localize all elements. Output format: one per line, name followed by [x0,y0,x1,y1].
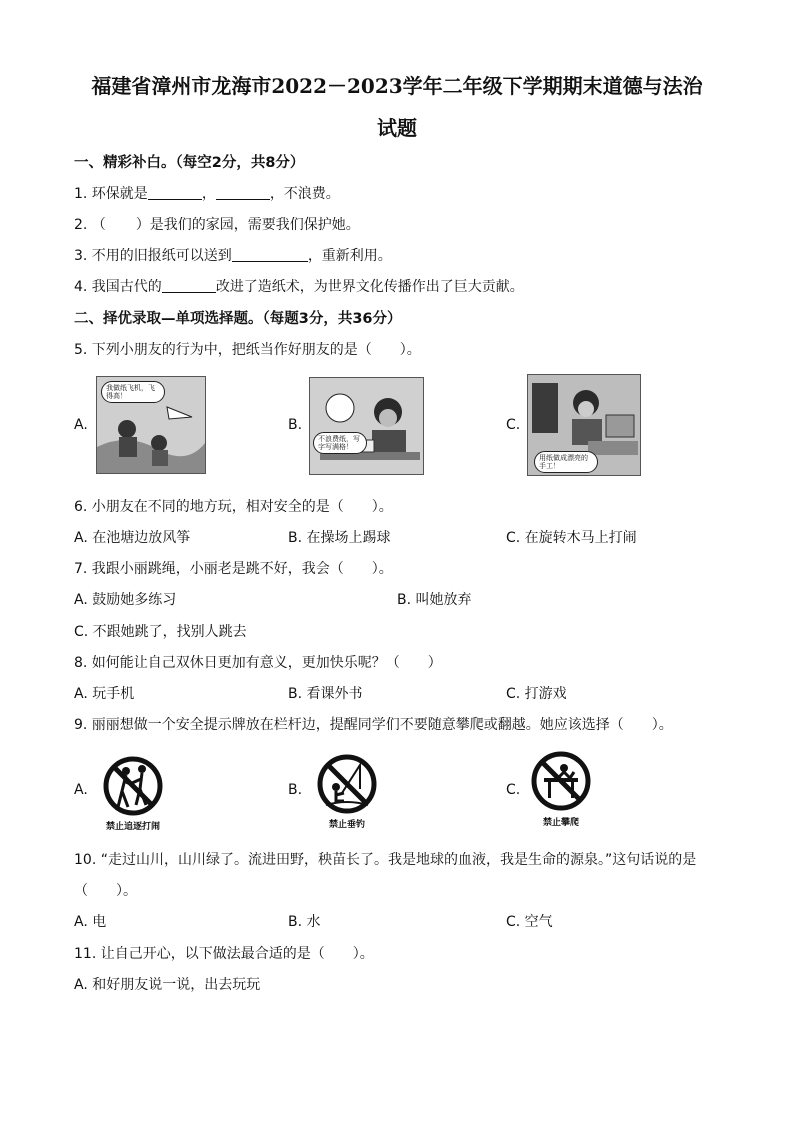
answer-blank[interactable] [162,278,216,293]
q9-b-caption: 禁止垂钓 [328,820,365,830]
q10-option-c[interactable]: C. 空气 [506,914,553,930]
q5-option-c-label[interactable]: C. [506,417,521,433]
question-10-stem-cont: （ ）。 [74,883,137,899]
question-7-stem: 7. 我跟小丽跳绳，小丽老是跳不好，我会（ ）。 [74,561,393,577]
q5-option-a-image[interactable] [96,376,206,474]
child-writing-illustration [310,378,423,474]
q9-option-c-label[interactable]: C. [506,782,521,798]
question-11-stem: 11. 让自己开心，以下做法最合适的是（ ）。 [74,946,374,962]
question-1: 1. 环保就是 ， ，不浪费。 [74,186,340,202]
q11-option-a[interactable]: A. 和好朋友说一说，出去玩玩 [74,977,261,993]
question-5-stem: 5. 下列小朋友的行为中，把纸当作好朋友的是（ ）。 [74,342,421,358]
q7-option-c[interactable]: C. 不跟她跳了，找别人跳去 [74,624,247,640]
q9-a-caption: 禁止追逐打闹 [105,822,160,832]
q5-a-speech-bubble: 我做纸飞机，飞得高！ [101,381,165,403]
section1-heading: 一、精彩补白。（每空2分，共8分） [74,155,305,171]
q8-option-b[interactable]: B. 看课外书 [288,686,363,702]
q6-option-c[interactable]: C. 在旋转木马上打闹 [506,530,637,546]
no-climbing-sign-icon[interactable] [528,750,594,812]
question-2: 2. （ ）是我们的家园，需要我们保护她。 [74,217,360,233]
q5-option-c-image[interactable] [527,374,641,476]
no-chasing-sign-icon[interactable] [100,755,166,817]
question-8-stem: 8. 如何能让自己双休日更加有意义，更加快乐呢？（ ） [74,655,442,671]
question-10-stem: 10. “走过山川，山川绿了。流进田野，秧苗长了。我是地球的血液，我是生命的源泉。”这句话说的是 [74,852,697,868]
no-fishing-sign-icon[interactable] [314,753,380,815]
q7-option-a[interactable]: A. 鼓励她多练习 [74,592,177,608]
question-4: 4. 我国古代的 改进了造纸术，为世界文化传播作出了巨大贡献。 [74,279,524,295]
q5-b-speech-bubble: 不浪费纸，写字写满格！ [313,432,367,454]
q9-option-b-label[interactable]: B. [288,782,303,798]
q6-option-a[interactable]: A. 在池塘边放风筝 [74,530,191,546]
question-3: 3. 不用的旧报纸可以送到 ，重新利用。 [74,248,392,264]
answer-blank[interactable] [216,185,270,200]
q5-option-b-image[interactable] [309,377,424,475]
q5-c-speech-bubble: 用纸做成漂亮的手工！ [534,451,598,473]
q5-option-a-label[interactable]: A. [74,417,88,433]
q9-option-a-label[interactable]: A. [74,782,88,798]
exam-title-line2: 试题 [377,116,417,140]
q5-option-b-label[interactable]: B. [288,417,303,433]
q10-option-a[interactable]: A. 电 [74,914,107,930]
q7-option-b[interactable]: B. 叫她放弃 [397,592,472,608]
q8-option-a[interactable]: A. 玩手机 [74,686,135,702]
exam-title-line1: 福建省漳州市龙海市2022－2023学年二年级下学期期末道德与法治 [91,74,703,98]
section2-heading: 二、择优录取—单项选择题。（每题3分，共36分） [74,311,402,327]
question-6-stem: 6. 小朋友在不同的地方玩，相对安全的是（ ）。 [74,499,393,515]
q10-option-b[interactable]: B. 水 [288,914,321,930]
answer-blank[interactable] [232,247,308,262]
q8-option-c[interactable]: C. 打游戏 [506,686,567,702]
answer-blank[interactable] [148,185,202,200]
q9-c-caption: 禁止攀爬 [542,818,579,828]
q6-option-b[interactable]: B. 在操场上踢球 [288,530,391,546]
question-9-stem: 9. 丽丽想做一个安全提示牌放在栏杆边，提醒同学们不要随意攀爬或翻越。她应该选择（ ）。 [74,717,673,733]
